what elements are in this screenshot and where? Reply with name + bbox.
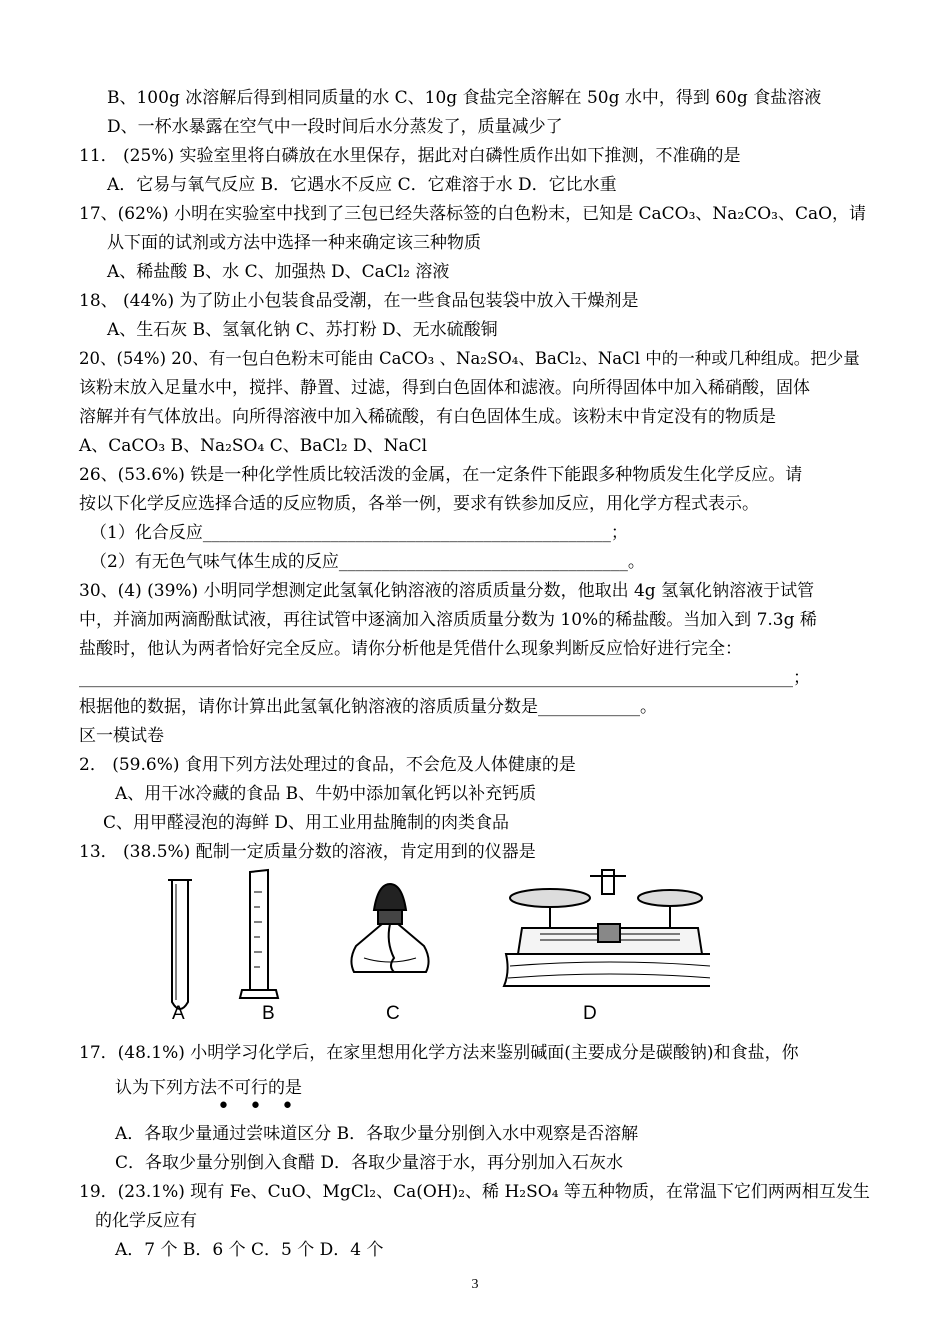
text-line: 2． (59.6%) 食用下列方法处理过的食品，不会危及人体健康的是: [79, 755, 576, 775]
figure-label-c: C: [386, 1003, 400, 1024]
text-line: 从下面的试剂或方法中选择一种来确定该三种物质: [107, 233, 481, 253]
apparatus-drawing: [150, 862, 710, 1032]
text-line: A．各取少量通过尝味道区分 B．各取少量分别倒入水中观察是否溶解: [115, 1124, 639, 1144]
text-line: （1）化合反应________________________________________________；: [90, 523, 628, 543]
text-line: 根据他的数据，请你计算出此氢氧化钠溶液的溶质质量分数是____________。: [79, 697, 657, 717]
text-line: 的化学反应有: [95, 1211, 197, 1231]
text-line: B、100g 冰溶解后得到相同质量的水 C、10g 食盐完全溶解在 50g 水中，得到 60g 食盐溶液: [107, 88, 822, 108]
apparatus-figure: [150, 862, 710, 1032]
alcohol-lamp-icon: [351, 884, 428, 972]
figure-label-a: A: [172, 1003, 185, 1024]
text-line: 认为下列方法不可行的是: [115, 1078, 302, 1098]
text-line: 18、 (44%) 为了防止小包装食品受潮，在一些食品包装袋中放入干燥剂是: [79, 291, 639, 311]
text-line: 26、(53.6%) 铁是一种化学性质比较活泼的金属，在一定条件下能跟多种物质发生化学反应。请: [79, 465, 803, 485]
text-line: 11． (25%) 实验室里将白磷放在水里保存，据此对白磷性质作出如下推测，不准确的是: [79, 146, 741, 166]
page-number: 3: [471, 1277, 479, 1292]
text-line: A．它易与氧气反应 B．它遇水不反应 C．它难溶于水 D．它比水重: [107, 175, 617, 195]
text-line: 19．(23.1%) 现有 Fe、CuO、MgCl₂、Ca(OH)₂、稀 H₂SO₄ 等五种物质，在常温下它们两两相互发生: [79, 1182, 870, 1202]
emphasis-dots: • • •: [217, 1094, 300, 1119]
text-line: （2）有无色气味气体生成的反应__________________________________。: [90, 552, 645, 572]
text-line: A、稀盐酸 B、水 C、加强热 D、CaCl₂ 溶液: [107, 262, 450, 282]
text-line: 17、(62%) 小明在实验室中找到了三包已经失落标签的白色粉末，已知是 CaCO₃、Na₂CO₃、CaO，请: [79, 204, 867, 224]
text-line: 区一模试卷: [79, 726, 164, 746]
text-line: 13． (38.5%) 配制一定质量分数的溶液，肯定用到的仪器是: [79, 842, 536, 862]
text-line: 中，并滴加两滴酚酞试液，再往试管中逐滴加入溶质质量分数为 10%的稀盐酸。当加入到 7.3g 稀: [79, 610, 817, 630]
figure-label-b: B: [262, 1003, 275, 1024]
text-line: A、生石灰 B、氢氧化钠 C、苏打粉 D、无水硫酸铜: [107, 320, 498, 340]
balance-scale-icon: [504, 870, 710, 986]
text-line: A．7 个 B．6 个 C．5 个 D．4 个: [115, 1240, 384, 1260]
text-line: D、一杯水暴露在空气中一段时间后水分蒸发了，质量减少了: [107, 117, 563, 137]
test-tube-icon: [168, 880, 192, 1009]
text-line: 盐酸时，他认为两者恰好完全反应。请你分析他是凭借什么现象判断反应恰好进行完全：: [79, 639, 742, 659]
text-line: 30、(4) (39%) 小明同学想测定此氢氧化钠溶液的溶质质量分数，他取出 4g 氢氧化钠溶液于试管: [79, 581, 815, 601]
text-line: A、CaCO₃ B、Na₂SO₄ C、BaCl₂ D、NaCl: [79, 436, 428, 456]
graduated-cylinder-icon: [240, 870, 278, 998]
text-line: 20、(54%) 20、有一包白色粉末可能由 CaCO₃ 、Na₂SO₄、BaCl₂、NaCl 中的一种或几种组成。把少量: [79, 349, 860, 368]
text-line: 溶解并有气体放出。向所得溶液中加入稀硫酸，有白色固体生成。该粉末中肯定没有的物质是: [79, 407, 776, 427]
text-line: A、用干冰冷藏的食品 B、牛奶中添加氧化钙以补充钙质: [115, 784, 537, 804]
text-line: 该粉末放入足量水中，搅拌、静置、过滤，得到白色固体和滤液。向所得固体中加入稀硝酸，固体: [79, 378, 810, 398]
text-line: C、用甲醛浸泡的海鲜 D、用工业用盐腌制的肉类食品: [103, 813, 510, 833]
text-line: C．各取少量分别倒入食醋 D．各取少量溶于水，再分别加入石灰水: [115, 1153, 624, 1173]
text-line: 17．(48.1%) 小明学习化学后，在家里想用化学方法来鉴别碱面(主要成分是碳酸钠)和食盐，你: [79, 1043, 799, 1063]
text-line: 按以下化学反应选择合适的反应物质，各举一例，要求有铁参加反应，用化学方程式表示。: [79, 494, 759, 514]
text-line: ____________________________________________________________________________________；: [79, 668, 810, 688]
figure-label-d: D: [583, 1003, 597, 1024]
